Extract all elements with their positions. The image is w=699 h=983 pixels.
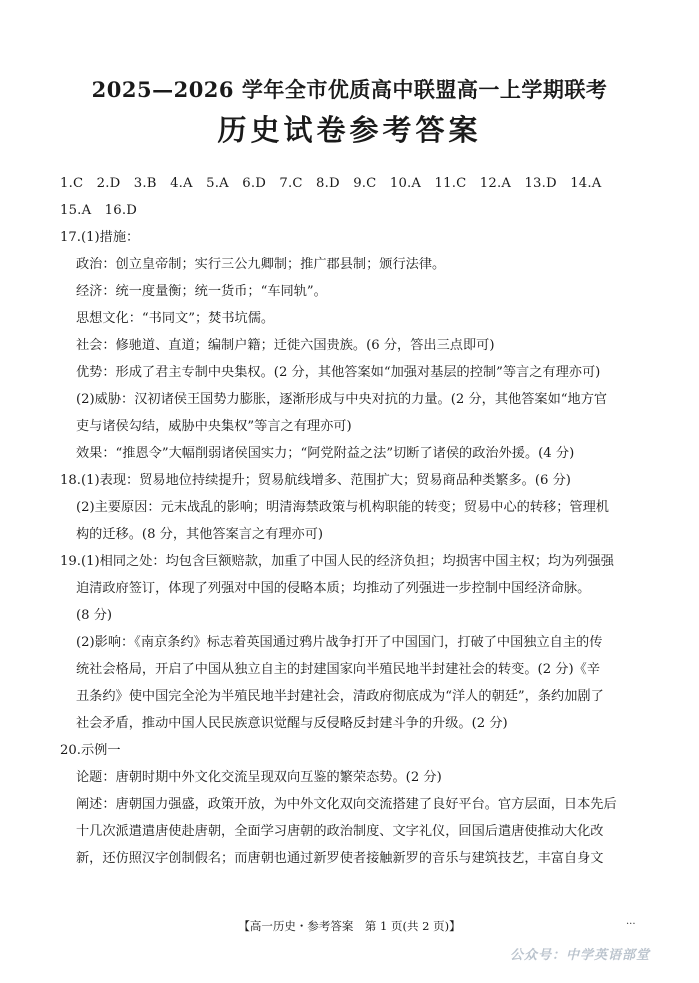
q19-part1-cont: 迫清政府签订，体现了列强对中国的侵略本质；均推动了列强进一步控制中国经济命脉。	[76, 581, 591, 596]
exam-title: 2025—2026 学年全市优质高中联盟高一上学期联考	[91, 77, 608, 102]
q19-part2-cont-1: 统社会格局，开启了中国从独立自主的封建国家向半殖民地半封建社会的转变。(2 分)《辛	[76, 662, 600, 677]
page-footer: 【高一历史・参考答案 第 1 页(共 2 页)】	[238, 919, 461, 933]
q20-thesis: 论题：唐朝时期中外文化交流呈现双向互鉴的繁荣态势。(2 分)	[76, 770, 442, 785]
q19-part2-cont-2: 丑条约》使中国完全沦为半殖民地半封建社会，清政府彻底成为“洋人的朝廷”，条约加剧了	[76, 689, 604, 704]
watermark-text: 公众号：中学英语部堂	[510, 948, 651, 963]
q17-part2-threat: (2)威胁：汉初诸侯王国势力膨胀，逐渐形成与中央对抗的力量。(2 分，其他答案如“地方官	[76, 392, 608, 407]
q20-explanation: 阐述：唐朝国力强盛，政策开放，为中外文化双向交流搭建了良好平台。官方层面，日本先后	[76, 797, 617, 812]
q17-society: 社会：修驰道、直道；编制户籍；迁徙六国贵族。(6 分，答出三点即可)	[76, 338, 495, 353]
q17-culture: 思想文化：“书同文”；焚书坑儒。	[76, 311, 275, 326]
q17-politics: 政治：创立皇帝制；实行三公九卿制；推广郡县制；颁行法律。	[76, 257, 446, 272]
answer-body	[60, 170, 646, 872]
q17-effect: 效果：“推恩令”大幅削弱诸侯国实力；“阿党附益之法”切断了诸侯的政治外援。(4 分)	[76, 446, 575, 461]
q19-part2: (2)影响：《南京条约》标志着英国通过鸦片战争打开了中国国门，打破了中国独立自主的传	[76, 635, 603, 650]
q19-part1: 19.(1)相同之处：均包含巨额赔款，加重了中国人民的经济负担；均损害中国主权；均为列强强	[60, 554, 614, 569]
q19-part2-cont-3: 社会矛盾，推动中国人民民族意识觉醒与反侵略反封建斗争的升级。(2 分)	[76, 716, 508, 731]
q18-part1: 18.(1)表现：贸易地位持续提升；贸易航线增多、范围扩大；贸易商品种类繁多。(6 分)	[60, 473, 571, 488]
mc-answers-line-1: 1.C 2.D 3.B 4.A 5.A 6.D 7.C 8.D 9.C 10.A 11.C 12.A 13.D 14.A	[60, 176, 602, 191]
q17-part1-heading: 17.(1)措施：	[60, 230, 140, 245]
q18-part2-cont: 构的迁移。(8 分，其他答案言之有理亦可)	[76, 527, 324, 542]
mc-answers-line-2: 15.A 16.D	[60, 203, 138, 218]
q20-explanation-cont-2: 新，还仿照汉字创制假名；而唐朝也通过新罗使者接触新罗的音乐与建筑技艺，丰富自身文	[76, 851, 604, 866]
q17-advantage: 优势：形成了君主专制中央集权。(2 分，其他答案如“加强对基层的控制”等言之有理亦可)	[76, 365, 601, 380]
exam-subtitle: 历史试卷参考答案	[217, 113, 482, 147]
q20-explanation-cont-1: 十几次派遣遣唐使赴唐朝，全面学习唐朝的政治制度、文字礼仪，回国后遣唐使推动大化改	[76, 824, 604, 839]
q19-part1-score: (8 分)	[76, 608, 113, 623]
q18-part2: (2)主要原因：元末战乱的影响；明清海禁政策与机构职能的转变；贸易中心的转移；管理机	[76, 500, 609, 515]
footer-mark: ...	[626, 916, 636, 927]
q17-economy: 经济：统一度量衡；统一货币；“车同轨”。	[76, 284, 327, 299]
q17-part2-threat-cont: 吏与诸侯勾结，威胁中央集权”等言之有理亦可)	[76, 419, 352, 434]
q20-heading: 20.示例一	[60, 743, 121, 758]
